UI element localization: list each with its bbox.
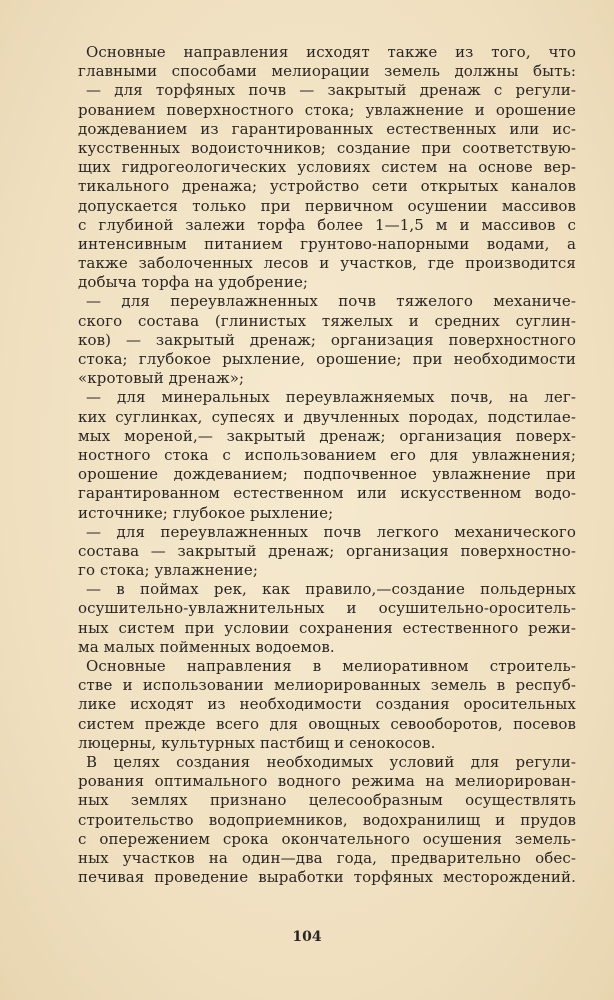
text-line: В целях создания необходимых условий для регули-	[86, 752, 576, 771]
text-line: стве и использовании мелиорированных земель в респуб-	[78, 676, 576, 695]
text-line: ных систем при условии сохранения естественного режи-	[78, 618, 576, 637]
text-line: Основные направления в мелиоративном строитель-	[86, 657, 576, 675]
text-line: го стока; увлажнение;	[78, 561, 258, 580]
text-line: орошение дождеванием; подпочвенное увлажнение при	[78, 465, 576, 484]
text-line: ков) — закрытый дренаж; организация поверхностного	[78, 330, 576, 349]
text-line: щих гидрогеологических условиях систем на основе вер-	[78, 158, 576, 177]
text-line: главными способами мелиорации земель должны быть:	[78, 62, 576, 81]
text-line: ких суглинках, супесях и двучленных породах, подстилае-	[78, 407, 576, 426]
text-line: кусственных водоисточников; создание при соответствую-	[78, 138, 576, 157]
text-line: строительство водоприемников, водохранилищ и прудов	[78, 810, 576, 829]
text-line: рованием поверхностного стока; увлажнение и орошение	[78, 100, 576, 119]
text-line: — для торфяных почв — закрытый дренаж с регули-	[86, 81, 576, 100]
text-line: добыча торфа на удобрение;	[78, 273, 309, 292]
text-line: печивая проведение выработки торфяных месторождений.	[78, 868, 576, 887]
text-line: с опережением срока окончательного осушения земель-	[78, 829, 576, 848]
text-line: ма малых пойменных водоемов.	[78, 637, 335, 656]
text-line: — для переувлажненных почв тяжелого механиче-	[86, 292, 576, 311]
body-text	[78, 43, 576, 887]
text-line: с глубиной залежи торфа более 1—1,5 м и массивов с	[78, 215, 576, 234]
text-line: стока; глубокое рыхление, орошение; при необходимости	[78, 350, 576, 368]
page-number: 104	[292, 929, 322, 945]
text-line: также заболоченных лесов и участков, где производится	[78, 254, 576, 273]
text-line: ных землях признано целесообразным осуществлять	[78, 791, 576, 810]
text-line: «кротовый дренаж»;	[78, 369, 245, 388]
text-line: ского состава (глинистых тяжелых и средних суглин-	[78, 311, 576, 330]
text-line: тикального дренажа; устройство сети открытых каналов	[78, 177, 576, 196]
text-line: источнике; глубокое рыхление;	[78, 503, 334, 522]
text-line: состава — закрытый дренаж; организация поверхностно-	[78, 541, 576, 560]
text-line: осушительно-увлажнительных и осушительно-ороситель-	[78, 599, 576, 618]
text-line: Основные направления исходят также из того, что	[86, 43, 576, 61]
text-line: — для минеральных переувлажняемых почв, на лег-	[86, 388, 576, 407]
text-line: гарантированном естественном или искусственном водо-	[78, 484, 576, 503]
text-line: — в поймах рек, как правило,—создание польдерных	[86, 580, 576, 599]
text-line: рования оптимального водного режима на мелиорирован-	[78, 772, 576, 791]
text-line: лике исходят из необходимости создания оросительных	[78, 695, 576, 714]
text-line: дождеванием из гарантированных естественных или ис-	[78, 119, 576, 138]
text-line: люцерны, культурных пастбищ и сенокосов.	[78, 733, 436, 752]
text-line: интенсивным питанием грунтово-напорными водами, а	[78, 234, 576, 253]
text-line: мых мореной,— закрытый дренаж; организация поверх-	[78, 426, 576, 445]
text-line: ных участков на один—два года, предварительно обес-	[78, 848, 576, 867]
text-line: допускается только при первичном осушении массивов	[78, 196, 576, 215]
text-line: ностного стока с использованием его для увлажнения;	[78, 445, 576, 464]
text-line: систем прежде всего для овощных севооборотов, посевов	[78, 714, 576, 733]
text-line: — для переувлажненных почв легкого механического	[86, 522, 576, 541]
